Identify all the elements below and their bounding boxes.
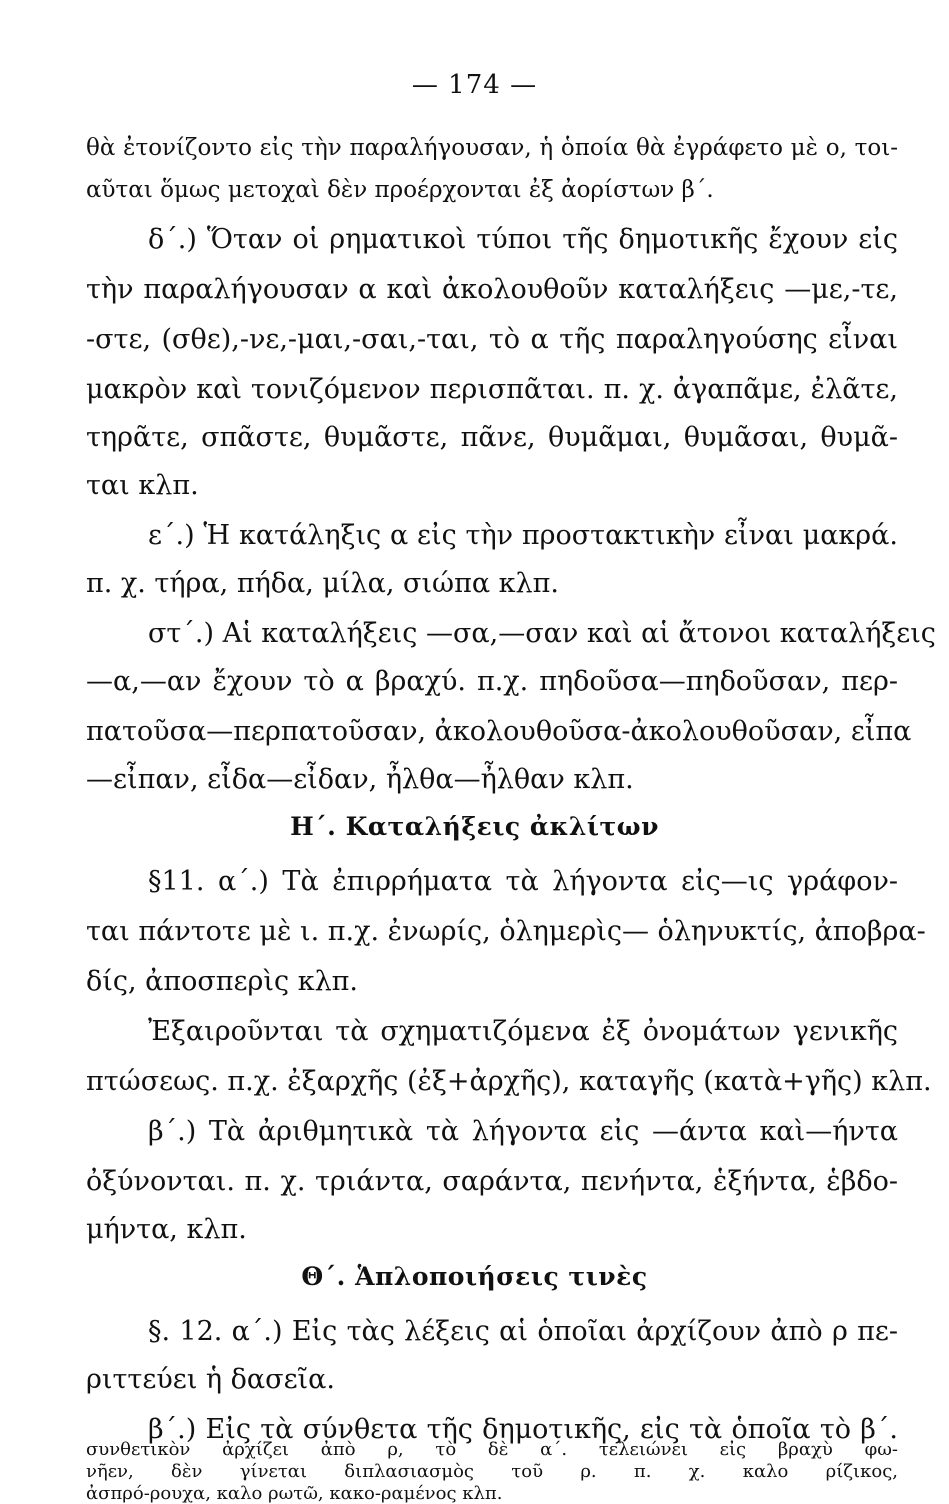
- text-line: δ΄.) Ὅταν οἱ ρηματικοὶ τύποι τῆς δημοτικῆς ἔχουν εἰς: [148, 224, 898, 255]
- text-line: -στε, (σθε),-νε,-μαι,-σαι,-ται, τὸ α τῆς παραληγούσης εἶναι: [86, 324, 898, 355]
- text-line: —α,—αν ἔχουν τὸ α βραχύ. π.χ. πηδοῦσα—πηδοῦσαν, περ-: [86, 666, 898, 697]
- text-line: ται πάντοτε μὲ ι. π.χ. ἐνωρίς, ὁλημερὶς— ὁληνυκτίς, ἀποβρα-: [86, 916, 926, 947]
- text-line: §11. α΄.) Τὰ ἐπιρρήματα τὰ λήγοντα εἰς—ις γράφον-: [148, 866, 898, 897]
- text-line: π. χ. τήρα, πήδα, μίλα, σιώπα κλπ.: [86, 568, 559, 599]
- text-line: Ἐξαιροῦνται τὰ σχηματιζόμενα ἐξ ὀνομάτων γενικῆς: [148, 1016, 898, 1047]
- text-line: θὰ ἐτονίζοντο εἰς τὴν παραλήγουσαν, ἡ ὁποία θὰ ἐγράφετο μὲ ο, τοι-: [86, 135, 898, 161]
- text-line: νῆεν, δὲν γίνεται διπλασιασμὸς τοῦ ρ. π. χ. καλο ρίζικος,: [86, 1461, 898, 1482]
- text-line: β΄.) Εἰς τὰ σύνθετα τῆς δημοτικῆς, εἰς τὰ ὁποῖα τὸ β΄.: [148, 1414, 898, 1445]
- text-line: δίς, ἀποσπερὶς κλπ.: [86, 966, 359, 997]
- page-number: — 174 —: [411, 70, 538, 100]
- text-line: στ΄.) Αἱ καταλήξεις —σα,—σαν καὶ αἱ ἄτονοι καταλήξεις: [148, 618, 936, 649]
- section-heading: Η΄. Καταλήξεις ἀκλίτων: [290, 812, 659, 841]
- text-line: πατοῦσα—περπατοῦσαν, ἀκολουθοῦσα-ἀκολουθοῦσαν, εἶπα: [86, 716, 912, 747]
- text-line: μήντα, κλπ.: [86, 1214, 247, 1245]
- text-line: αῦται ὅμως μετοχαὶ δὲν προέρχονται ἐξ ἀορίστων β΄.: [86, 177, 714, 203]
- text-line: β΄.) Τὰ ἀριθμητικὰ τὰ λήγοντα εἰς —άντα καὶ—ήντα: [148, 1116, 898, 1147]
- text-line: ε΄.) Ἡ κατάληξις α εἰς τὴν προστακτικὴν εἶναι μακρά.: [148, 520, 898, 551]
- section-heading: Θ΄. Ἁπλοποιήσεις τινὲς: [301, 1262, 648, 1291]
- text-line: πτώσεως. π.χ. ἐξαρχῆς (ἐξ+ἀρχῆς), καταγῆς (κατὰ+γῆς) κλπ.: [86, 1066, 932, 1097]
- text-line: §. 12. α΄.) Εἰς τὰς λέξεις αἱ ὁποῖαι ἀρχίζουν ἀπὸ ρ πε-: [148, 1316, 898, 1347]
- text-line: ἀσπρό-ρουχα, καλο ρωτῶ, κακο-ραμένος κλπ.: [86, 1483, 503, 1504]
- text-line: ριττεύει ἡ δασεῖα.: [86, 1364, 335, 1395]
- text-line: ται κλπ.: [86, 470, 199, 501]
- text-line: —εἶπαν, εἶδα—εἶδαν, ἦλθα—ἦλθαν κλπ.: [86, 764, 634, 795]
- text-line: τὴν παραλήγουσαν α καὶ ἀκολουθοῦν καταλήξεις —με,-τε,: [86, 274, 898, 305]
- text-line: ὀξύνονται. π. χ. τριάντα, σαράντα, πενήντα, ἑξήντα, ἑβδο-: [86, 1166, 898, 1197]
- text-line: μακρὸν καὶ τονιζόμενον περισπᾶται. π. χ. ἀγαπᾶμε, ἐλᾶτε,: [86, 374, 898, 405]
- text-line: τηρᾶτε, σπᾶστε, θυμᾶστε, πᾶνε, θυμᾶμαι, θυμᾶσαι, θυμᾶ-: [86, 422, 898, 453]
- text-line: συνθετικὸν ἀρχίζει ἀπὸ ρ, τὸ δὲ α΄. τελειώνει εἰς βραχὺ φω-: [86, 1439, 898, 1460]
